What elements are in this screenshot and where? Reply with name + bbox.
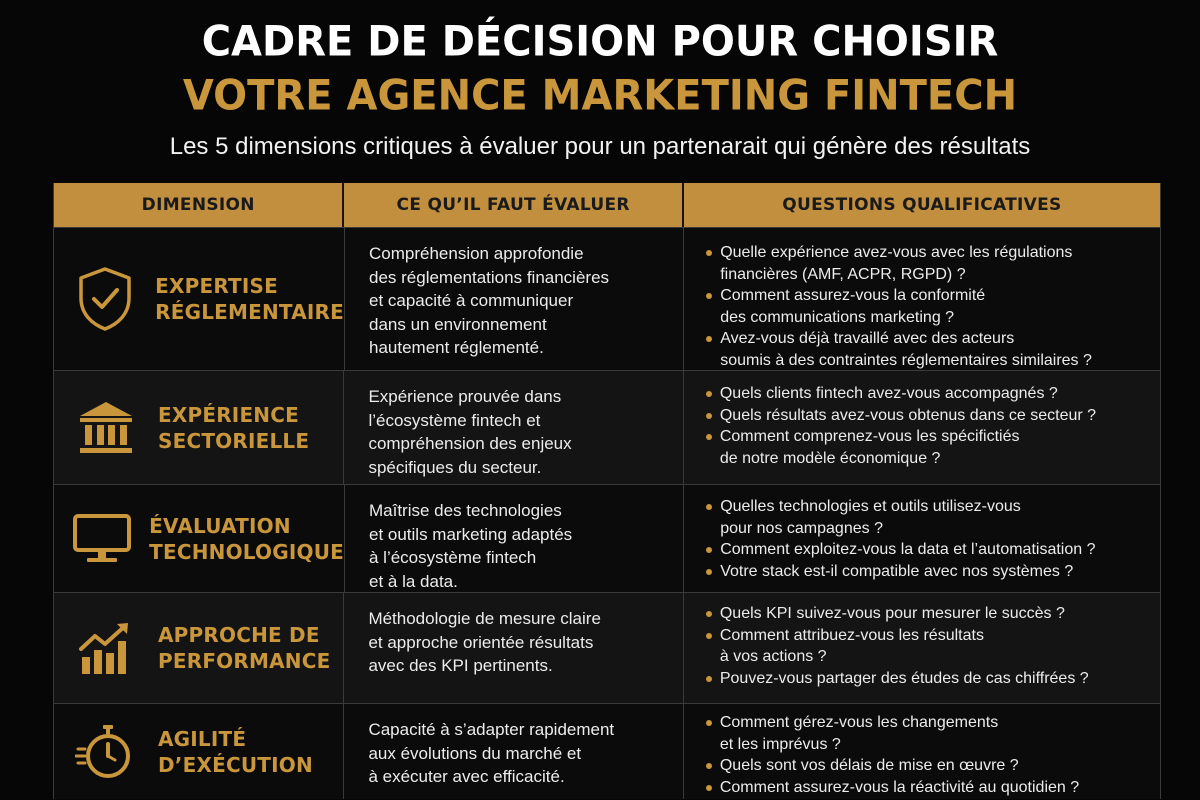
question-item: Comment attribuez-vous les résultats à vos actions ? xyxy=(706,625,1150,668)
question-item: Comment assurez-vous la réactivité au quotidien ? xyxy=(706,777,1150,799)
table-row xyxy=(54,227,1160,370)
table-row xyxy=(54,592,1160,703)
question-item: Quels résultats avez-vous obtenus dans ce secteur ? xyxy=(706,405,1150,427)
table-header xyxy=(54,183,1160,227)
monitor-icon xyxy=(72,513,132,565)
question-item: Comment comprenez-vous les spécifictiés de notre modèle économique ? xyxy=(706,426,1150,469)
decision-table xyxy=(53,183,1161,799)
title-line-1: CADRE DE DÉCISION POUR CHOISIR xyxy=(201,17,999,67)
dimension-cell xyxy=(54,704,344,799)
questions-cell xyxy=(684,371,1160,484)
dimension-cell xyxy=(54,371,344,484)
table-row xyxy=(54,484,1160,592)
table-row xyxy=(54,370,1160,484)
shield-check-icon xyxy=(76,266,134,332)
question-item: Comment assurez-vous la conformité des communications marketing ? xyxy=(706,285,1150,328)
evaluation-cell: Capacité à s’adapter rapidement aux évolutions du marché et à exécuter avec efficacité. xyxy=(344,704,683,799)
table-row xyxy=(54,703,1160,799)
question-item: Avez-vous déjà travaillé avec des acteurs soumis à des contraintes réglementaires similaires ? xyxy=(706,328,1150,371)
dimension-label: EXPERTISE RÉGLEMENTAIRE xyxy=(155,274,344,324)
evaluation-cell: Expérience prouvée dans l’écosystème fintech et compréhension des enjeux spécifiques du secteur. xyxy=(344,371,683,484)
evaluation-cell: Maîtrise des technologies et outils marketing adaptés à l’écosystème fintech et à la data. xyxy=(345,485,684,592)
growth-chart-icon xyxy=(77,619,135,677)
questions-cell xyxy=(684,593,1160,703)
question-item: Quelle expérience avez-vous avec les régulations financières (AMF, ACPR, RGPD) ? xyxy=(706,242,1150,285)
dimension-label: EXPÉRIENCE SECTORIELLE xyxy=(158,402,310,453)
question-item: Quelles technologies et outils utilisez-vous pour nos campagnes ? xyxy=(706,496,1150,539)
dimension-cell xyxy=(54,593,344,703)
dimension-label: AGILITÉ D’EXÉCUTION xyxy=(158,726,313,777)
header-what-to-evaluate: CE QU’IL FAUT ÉVALUER xyxy=(344,183,683,227)
header-dimension: DIMENSION xyxy=(54,183,344,227)
evaluation-cell: Méthodologie de mesure claire et approche orientée résultats avec des KPI pertinents. xyxy=(344,593,683,703)
question-item: Pouvez-vous partager des études de cas chiffrées ? xyxy=(706,668,1150,690)
questions-cell xyxy=(684,485,1160,592)
stopwatch-icon xyxy=(75,723,137,781)
questions-cell xyxy=(684,228,1160,370)
evaluation-cell: Compréhension approfondie des réglementations financières et capacité à communiquer dans un environnement hautement réglementé. xyxy=(345,228,684,370)
dimension-label: APPROCHE DE PERFORMANCE xyxy=(158,623,331,673)
title-line-2: VOTRE AGENCE MARKETING FINTECH xyxy=(182,71,1018,121)
dimension-label: ÉVALUATION TECHNOLOGIQUE xyxy=(149,513,344,564)
subtitle: Les 5 dimensions critiques à évaluer pour un partenarait qui génère des résultats xyxy=(169,133,1031,160)
question-item: Quels clients fintech avez-vous accompagnés ? xyxy=(706,383,1150,405)
dimension-cell xyxy=(54,228,345,370)
dimension-cell xyxy=(54,485,345,592)
question-item: Comment gérez-vous les changements et les imprévus ? xyxy=(706,712,1150,755)
bank-building-icon xyxy=(77,400,135,456)
question-item: Quels KPI suivez-vous pour mesurer le succès ? xyxy=(706,603,1150,625)
questions-cell xyxy=(684,704,1160,799)
question-item: Comment exploitez-vous la data et l’automatisation ? xyxy=(706,539,1150,561)
question-item: Quels sont vos délais de mise en œuvre ? xyxy=(706,755,1150,777)
header-qualifying-questions: QUESTIONS QUALIFICATIVES xyxy=(782,195,1062,215)
question-item: Votre stack est-il compatible avec nos systèmes ? xyxy=(706,561,1150,583)
